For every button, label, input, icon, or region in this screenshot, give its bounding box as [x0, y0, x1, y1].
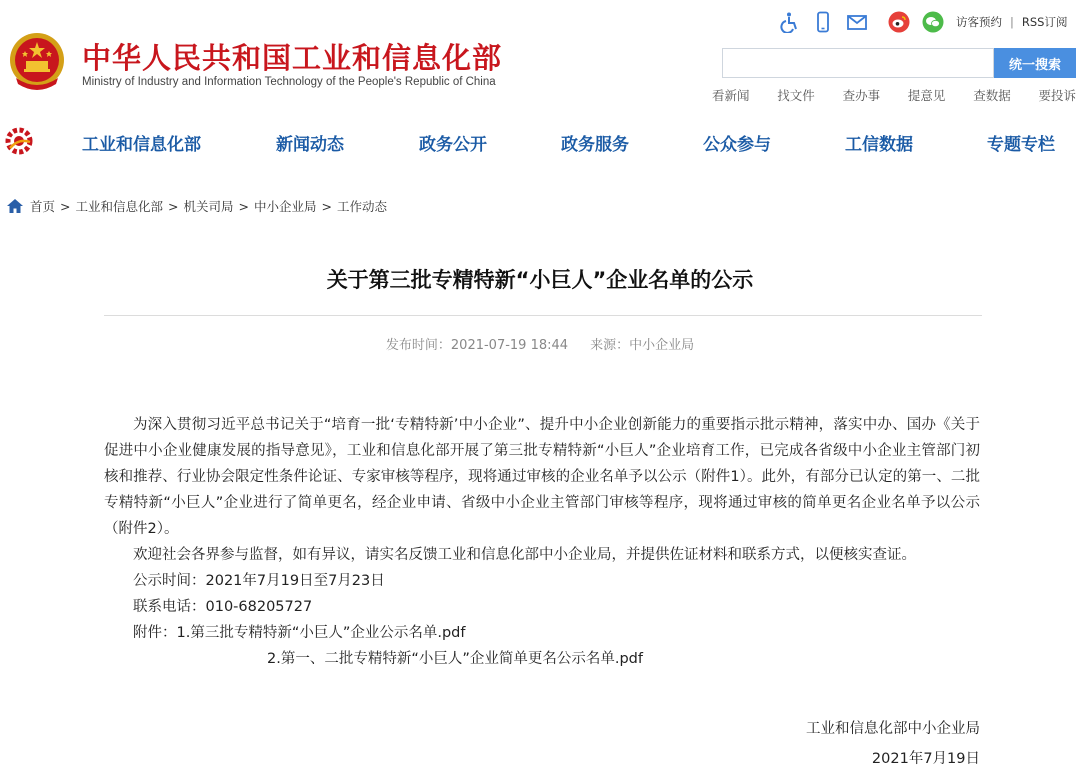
- quick-link-documents[interactable]: 找文件: [777, 88, 815, 103]
- breadcrumb-departments[interactable]: 机关司局: [183, 199, 234, 214]
- breadcrumb-work-updates[interactable]: 工作动态: [337, 199, 388, 214]
- attachment-link-2[interactable]: 2.第一、二批专精特新“小巨人”企业简单更名公示名单.pdf: [267, 651, 643, 667]
- quick-link-complaint[interactable]: 要投诉: [1038, 88, 1076, 103]
- weibo-icon[interactable]: [886, 9, 912, 35]
- home-icon: [6, 198, 24, 214]
- nav-item-gov-affairs[interactable]: 政务公开: [419, 135, 487, 155]
- title-divider: [104, 315, 982, 316]
- breadcrumb-separator: >: [238, 198, 249, 214]
- nav-item-special-topics[interactable]: 专题专栏: [987, 135, 1055, 155]
- breadcrumb-ministry[interactable]: 工业和信息化部: [75, 199, 164, 214]
- publicity-period: 公示时间：2021年7月19日至7月23日: [133, 573, 385, 589]
- breadcrumb-sme-bureau[interactable]: 中小企业局: [254, 199, 317, 214]
- search-button[interactable]: 统一搜索: [994, 48, 1076, 78]
- nav-item-data[interactable]: 工信数据: [845, 135, 913, 155]
- top-link-separator: |: [1010, 15, 1014, 29]
- nav-item-ministry[interactable]: 工业和信息化部: [82, 135, 201, 155]
- mail-icon[interactable]: [844, 9, 870, 35]
- signature-date: 2021年7月19日: [871, 751, 980, 767]
- search-input[interactable]: [722, 48, 994, 78]
- breadcrumb-separator: >: [60, 198, 71, 214]
- quick-link-feedback[interactable]: 提意见: [907, 88, 946, 103]
- article-paragraph: 为深入贯彻习近平总书记关于“培育一批‘专精特新’中小企业”、提升中小企业创新能力的重要指示批示精神，落实中办、国办《关于促进中小企业健康发展的指导意见》，工业和信息化部开展了第三批专精特新“小巨人”企业培育工作，已完成各省级中小企业主管部门初核和推荐、行业协会限定性条件论证、专家审核等程序，现将通过审核的企业名单予以公示（附件1）。此外，有部分已认定的第一、二批专精特新“小巨人”企业进行了简单更名，经企业申请、省级中小企业主管部门审核等程序，现将通过审核的简单更名企业名单予以公示（附件2）。: [104, 417, 980, 537]
- site-header: [0, 0, 1080, 112]
- quick-link-services[interactable]: 查办事: [842, 88, 881, 103]
- quick-link-data[interactable]: 查数据: [973, 88, 1011, 103]
- attachment-label: 附件：: [133, 625, 177, 641]
- breadcrumb-separator: >: [321, 198, 332, 214]
- ministry-logo-icon[interactable]: [4, 126, 34, 156]
- breadcrumb-home[interactable]: 首页: [30, 199, 56, 214]
- publish-time: 2021-07-19 18:44: [450, 338, 569, 353]
- breadcrumb-separator: >: [168, 198, 179, 214]
- contact-phone: 联系电话：010-68205727: [133, 599, 313, 615]
- signature-org: 工业和信息化部中小企业局: [806, 721, 980, 737]
- nav-item-gov-services[interactable]: 政务服务: [561, 135, 629, 155]
- rss-link[interactable]: RSS订阅: [1021, 15, 1068, 29]
- publish-label: 发布时间：: [385, 338, 451, 353]
- article-paragraph: 欢迎社会各界参与监督，如有异议，请实名反馈工业和信息化部中小企业局，并提供佐证材料和联系方式，以便核实查证。: [133, 547, 916, 563]
- top-links: [956, 14, 1067, 30]
- article-body: [104, 412, 980, 672]
- site-title[interactable]: 中华人民共和国工业和信息化部: [82, 41, 503, 75]
- nav-item-news[interactable]: 新闻动态: [276, 135, 344, 155]
- source-label: 来源：: [590, 338, 630, 353]
- article-meta: [0, 334, 1080, 353]
- article-title: 关于第三批专精特新“小巨人”企业名单的公示: [326, 268, 754, 292]
- visitor-booking-link[interactable]: 访客预约: [956, 15, 1002, 29]
- quick-link-news[interactable]: 看新闻: [712, 88, 750, 103]
- attachment-link-1[interactable]: 1.第三批专精特新“小巨人”企业公示名单.pdf: [176, 625, 466, 641]
- signature-block: [806, 714, 980, 774]
- top-icon-bar: [776, 8, 954, 36]
- main-nav: [0, 118, 1080, 164]
- attachments: [104, 620, 980, 646]
- nav-item-public-participation[interactable]: 公众参与: [703, 135, 771, 155]
- mobile-icon[interactable]: [810, 9, 836, 35]
- quick-links: [712, 86, 1076, 104]
- site-subtitle: Ministry of Industry and Information Technology of the People's Republic of China: [82, 76, 496, 88]
- accessibility-icon[interactable]: [776, 9, 802, 35]
- breadcrumb: [6, 196, 387, 216]
- wechat-icon[interactable]: [920, 9, 946, 35]
- source-value: 中小企业局: [629, 338, 695, 353]
- national-emblem-icon[interactable]: [6, 30, 68, 94]
